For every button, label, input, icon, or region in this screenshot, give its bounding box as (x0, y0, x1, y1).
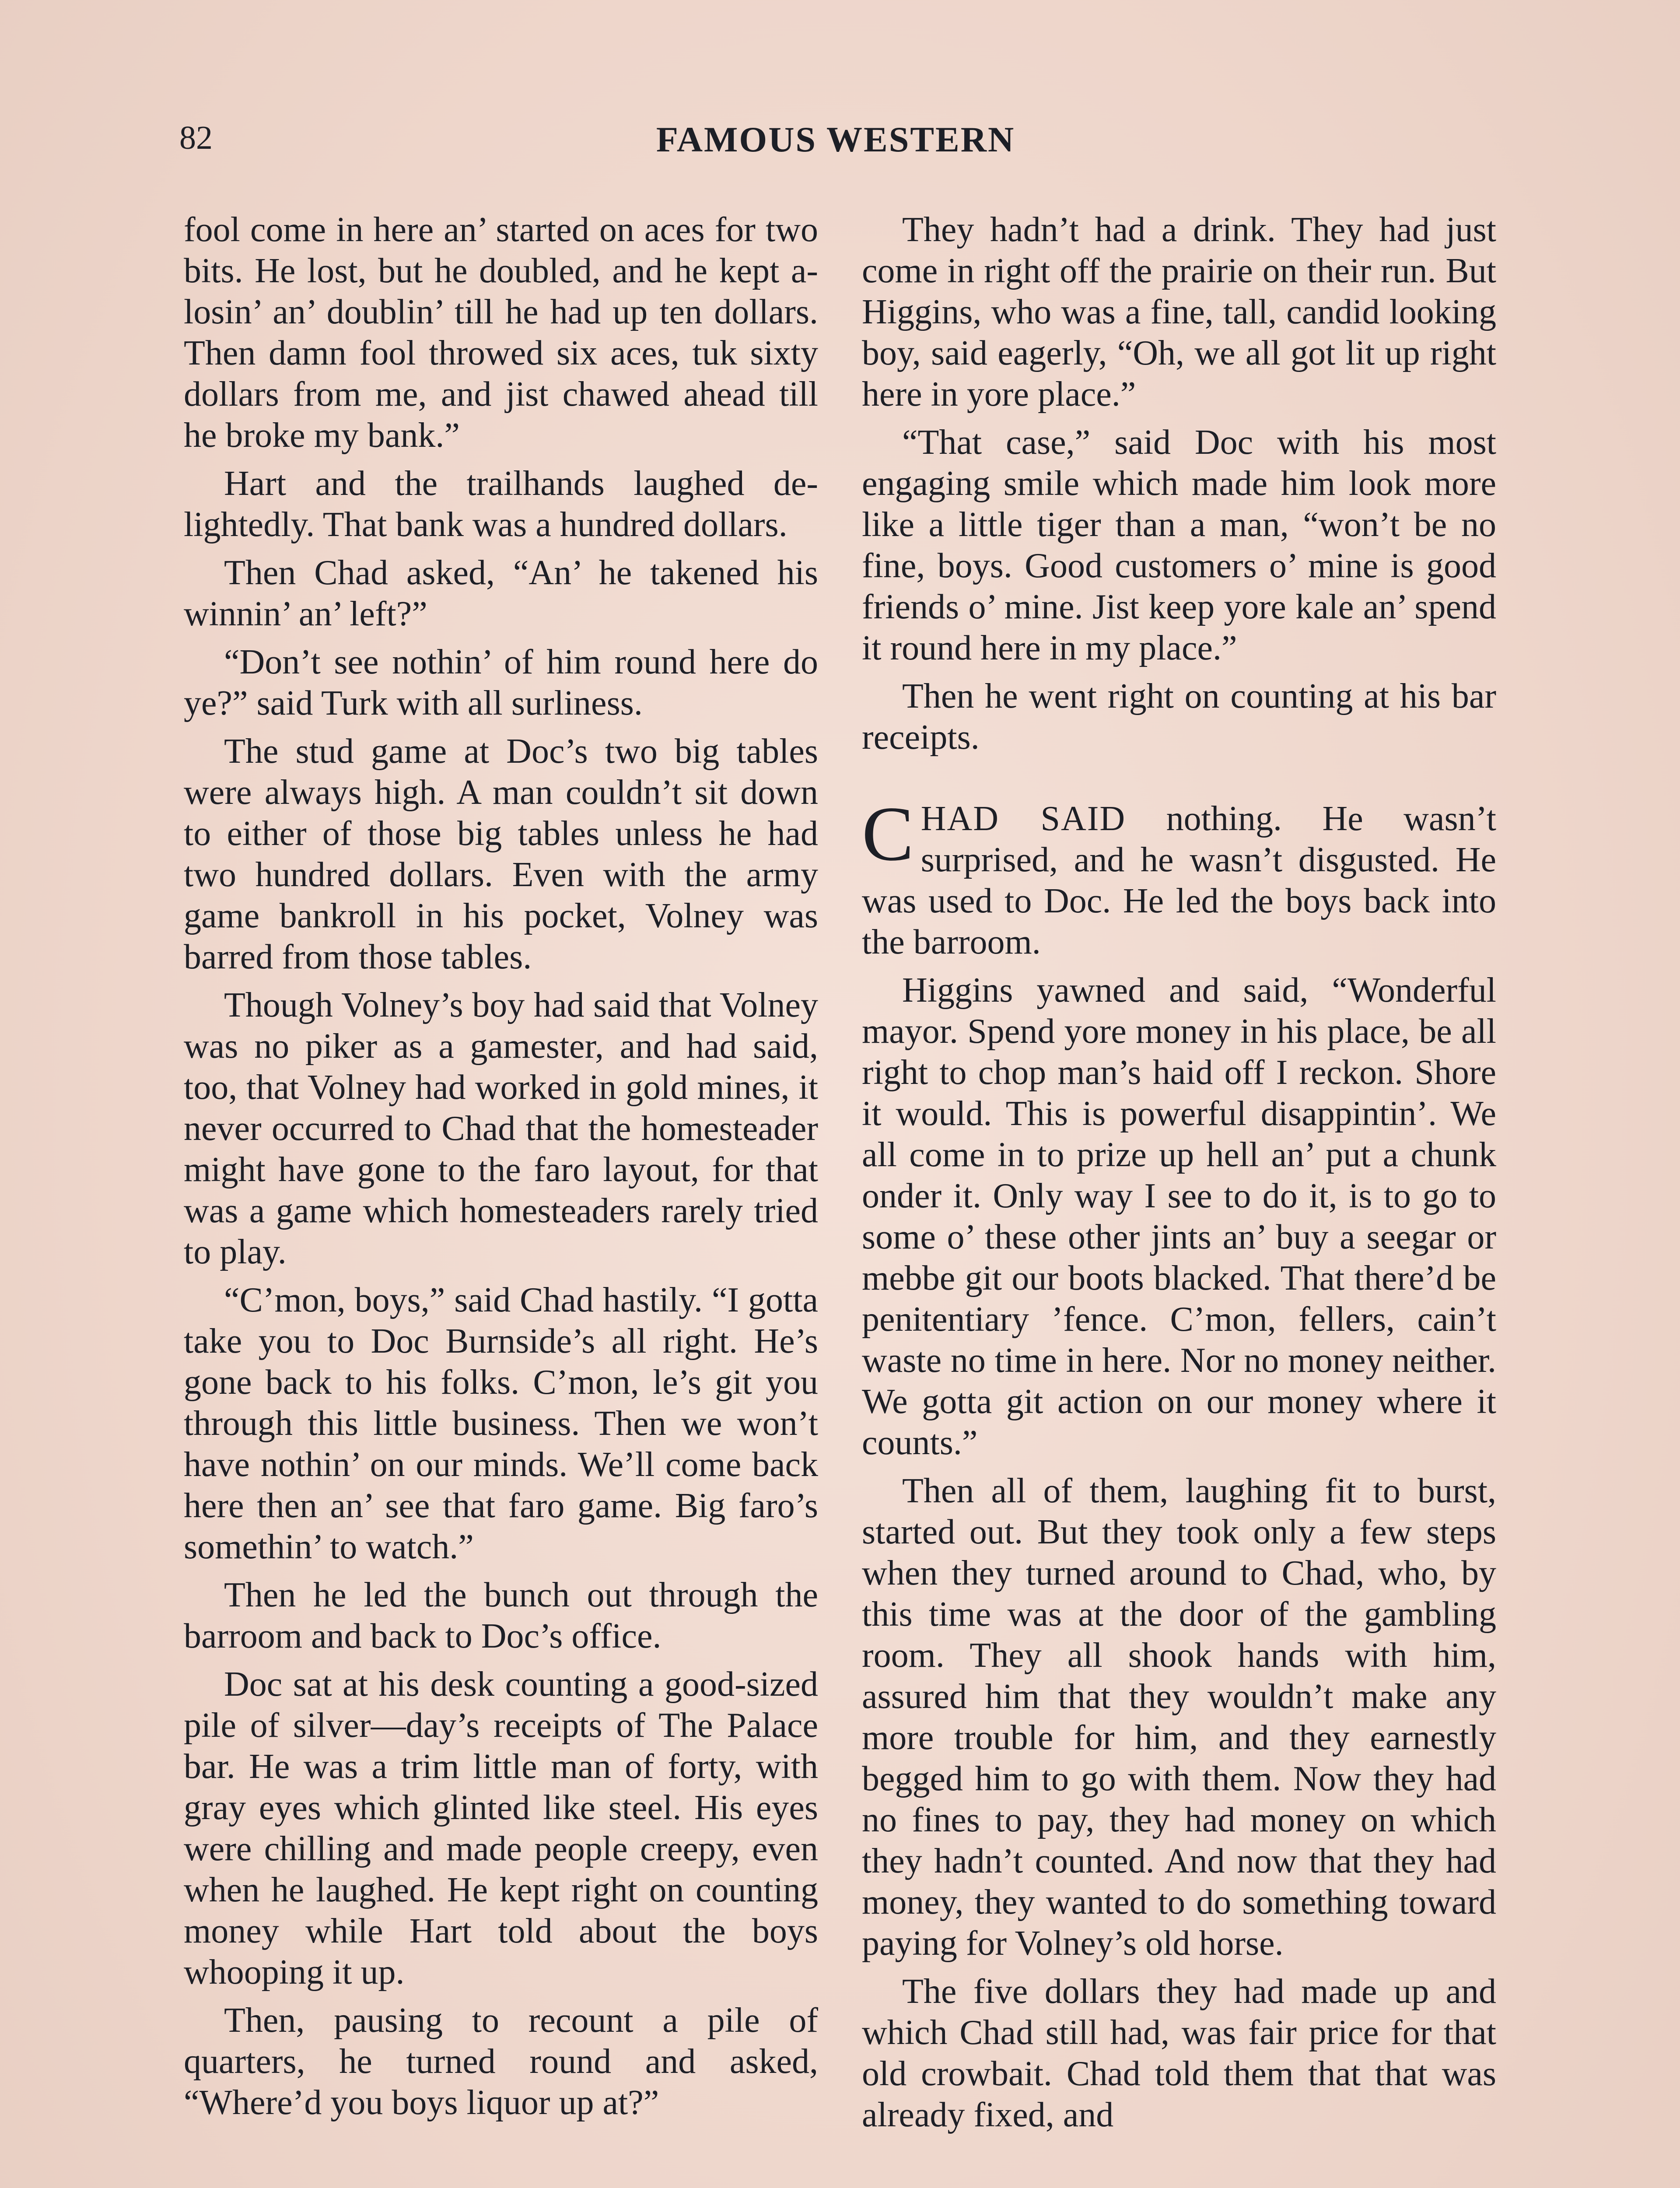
paragraph: “Don’t see nothin’ of him round here do ye?” said Turk with all surliness. (184, 643, 818, 722)
paragraph: “C’mon, boys,” said Chad hastily. “I gotta take you to Doc Burnside’s all right. He’s gone back to his folks. C’mon, le’s git you through this little business. Then we won’t have nothin’ on our minds. We’ll come back here then an’ see that faro game. Big faro’s somethin’ to watch.” (184, 1281, 818, 1566)
paragraph: Then, pausing to recount a pile of quarters, he turned round and asked, “Where’d you boys liquor up at?” (184, 2001, 818, 2122)
paragraph: They hadn’t had a drink. They had just come in right off the prairie on their run. But Higgins, who was a fine, tall, candid looking boy, said eagerly, “Oh, we all got lit up right here in yore place.” (862, 210, 1496, 414)
paragraph: Then Chad asked, “An’ he takened his winnin’ an’ left?” (184, 554, 818, 633)
paragraph: Hart and the trailhands laughed delightedly. That bank was a hundred dollars. (184, 464, 818, 544)
running-head: FAMOUS WESTERN (656, 119, 1015, 159)
paragraph: “That case,” said Doc with his most engaging smile which made him look more like a little tiger than a man, “won’t be no fine, boys. Good customers o’ mine is good friends o’ mine. Jist keep yore kale an’ spend it round here in my place.” (862, 423, 1496, 667)
drop-cap: C (862, 790, 914, 877)
paragraph: fool come in here an’ started on aces for two bits. He lost, but he doubled, and he kept a-losin’ an’ doublin’ till he had up ten dollars. Then damn fool throwed six aces, tuk sixty dollars from me, and jist chawed ahead till he broke my bank.” (184, 210, 818, 455)
lead-caps: HAD SAID (920, 799, 1126, 838)
paragraph: Then all of them, laughing fit to burst, started out. But they took only a few steps when they turned around to Chad, who, by this time was at the door of the gambling room. They all shook hands with him, assured him that they wouldn’t make any more trouble for him, and they earnestly begged him to go with them. Now they had no fines to pay, they had money on which they hadn’t counted. And now that they had money, they wanted to do something toward paying for Volney’s old horse. (862, 1472, 1496, 1963)
section-text: nothing. He wasn’t surprised, and he wasn’t disgusted. He was used to Doc. He led the boys back into the barroom. (862, 799, 1496, 961)
page-number: 82 (179, 119, 213, 156)
page-header (179, 119, 1492, 172)
paragraph: The five dollars they had made up and which Chad still had, was fair price for that old crowbait. Chad told them that that was already fixed, and (862, 1972, 1496, 2134)
paragraph: Higgins yawned and said, “Wonderful mayor. Spend yore money in his place, be all right to chop man’s haid off I reckon. Shore it would. This is powerful disappintin’. We all come in to prize up hell an’ put a chunk onder it. Only way I see to do it, is to go to some o’ these other jints an’ buy a seegar or mebbe git our boots blacked. That there’d be penitentiary ’fence. C’mon, fellers, cain’t waste no time in here. Nor no money neither. We gotta git action on our money where it counts.” (862, 971, 1496, 1462)
paragraph: Though Volney’s boy had said that Volney was no piker as a gamester, and had said, too, that Volney had worked in gold mines, it never occurred to Chad that the homesteader might have gone to the faro layout, for that was a game which homesteaders rarely tried to play. (184, 986, 818, 1271)
paragraph: The stud game at Doc’s two big tables were always high. A man couldn’t sit down to either of those big tables unless he had two hundred dollars. Even with the army game bankroll in his pocket, Volney was barred from those tables. (184, 732, 818, 976)
left-column (184, 209, 818, 2188)
paragraph: Then he went right on counting at his bar receipts. (862, 677, 1496, 757)
right-column (862, 209, 1496, 2188)
paragraph: Doc sat at his desk counting a good-sized pile of silver—day’s receipts of The Palace bar. He was a trim little man of forty, with gray eyes which glinted like steel. His eyes were chilling and made people creepy, even when he laughed. He kept right on counting money while Hart told about the boys whooping it up. (184, 1665, 818, 1992)
paragraph: Then he led the bunch out through the barroom and back to Doc’s office. (184, 1576, 818, 1655)
section-opening-paragraph (862, 790, 1496, 963)
